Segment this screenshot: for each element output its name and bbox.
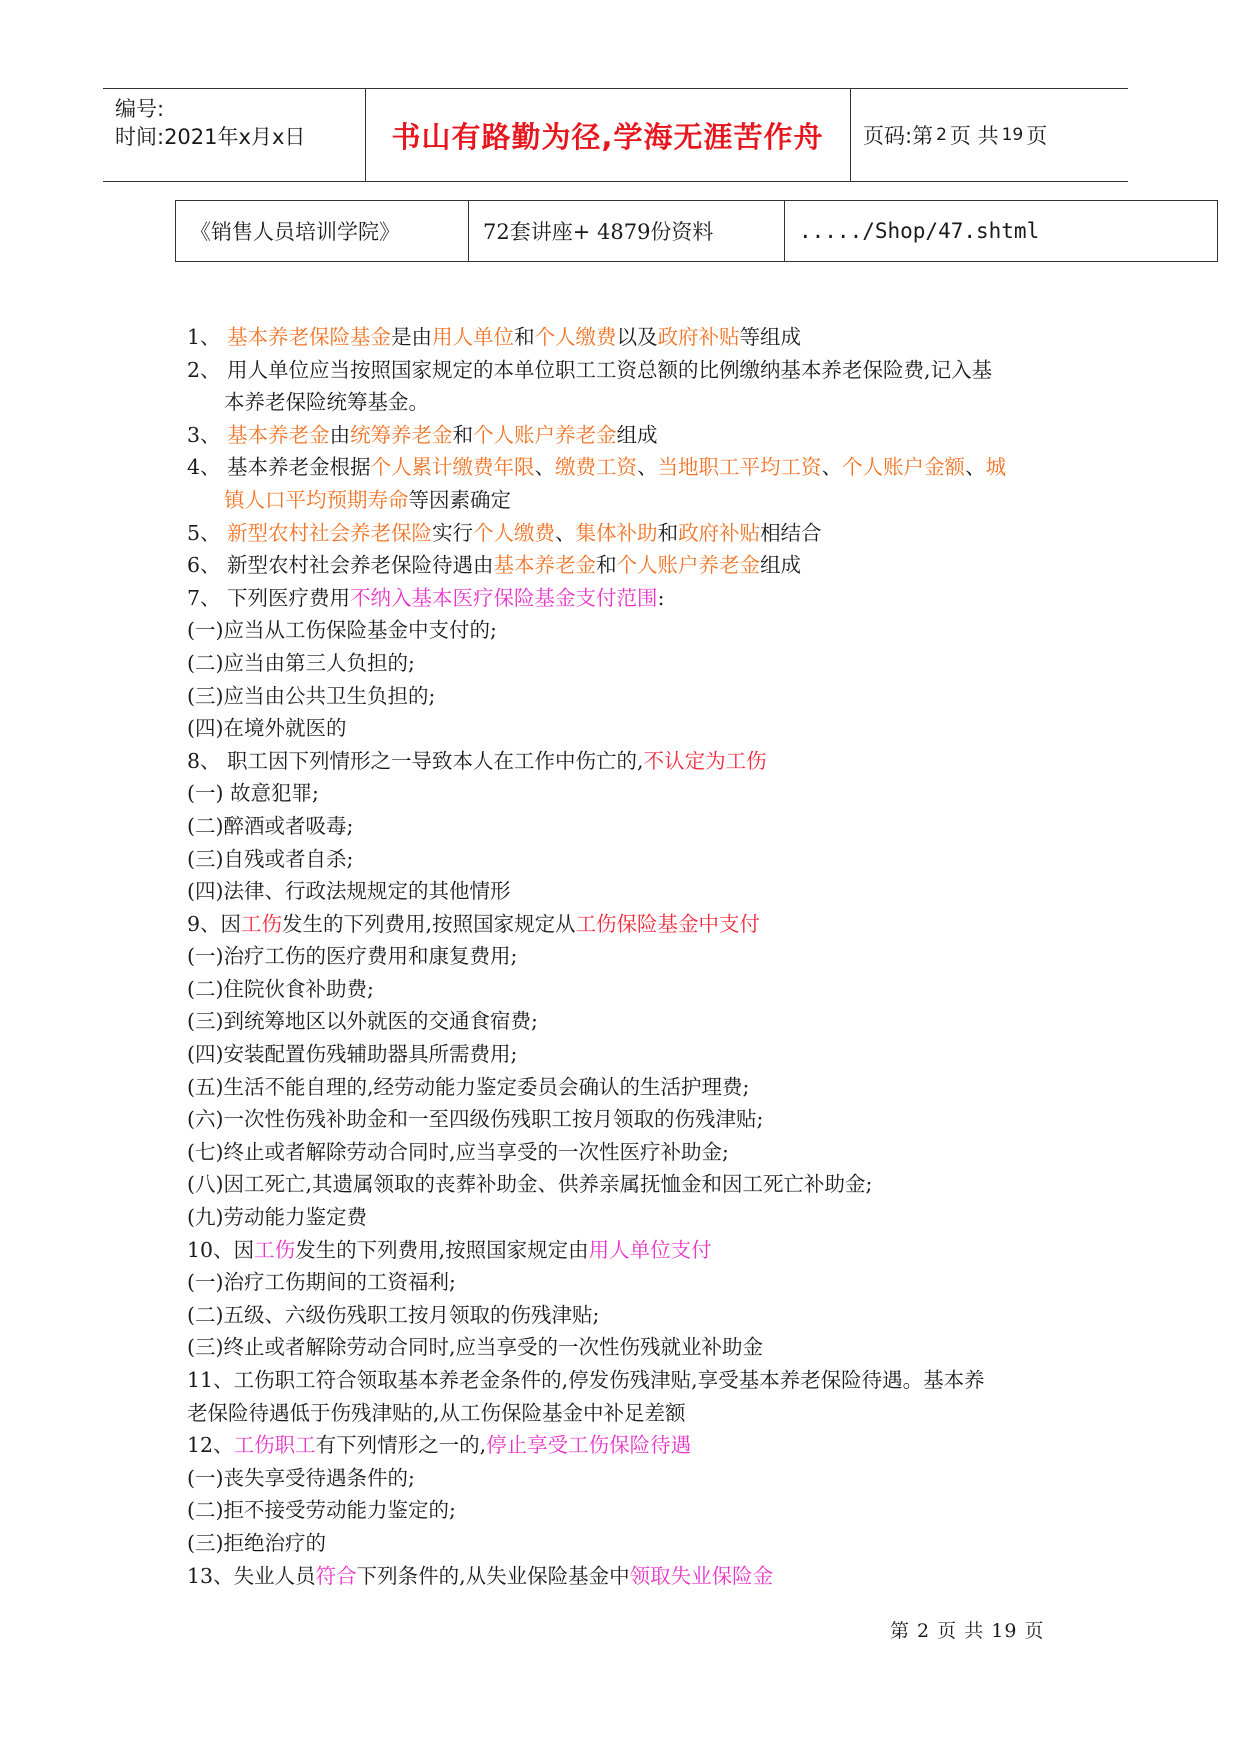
text-segment: (二)五级、六级伤残职工按月领取的伤残津贴;	[187, 1302, 600, 1327]
highlighted-term: 用人单位	[432, 325, 515, 349]
text-line	[187, 1103, 1057, 1136]
text-segment: (七)终止或者解除劳动合同时,应当享受的一次性医疗补助金;	[187, 1139, 729, 1164]
highlighted-term: 个人账户养老金	[473, 422, 617, 447]
text-segment: 和	[657, 520, 679, 545]
text-segment: 3、	[187, 422, 228, 447]
highlighted-term: 当地职工平均工资	[657, 455, 822, 480]
highlighted-term: 基本养老金	[493, 553, 597, 578]
text-segment: (四)法律、行政法规规定的其他情形	[187, 879, 511, 904]
text-segment: (四)在境外就医的	[187, 716, 347, 741]
text-segment: (六)一次性伤残补助金和一至四级伤残职工按月领取的伤残津贴;	[187, 1107, 764, 1132]
text-segment: (一)应当从工伤保险基金中支付的;	[187, 618, 497, 643]
text-segment: (三)应当由公共卫生负担的;	[187, 683, 436, 708]
highlighted-term: 不认定为工伤	[643, 748, 767, 773]
text-line	[187, 1364, 1057, 1397]
text-line	[187, 1560, 1057, 1593]
highlighted-term: 工伤	[241, 911, 283, 936]
highlighted-term: 个人账户养老金	[616, 553, 761, 578]
text-line	[187, 484, 1057, 517]
text-segment: 相结合	[760, 520, 822, 545]
text-segment: (三)拒绝治疗的	[187, 1530, 326, 1555]
info-cell-title: 《销售人员培训学院》	[190, 220, 400, 244]
text-line	[187, 1071, 1057, 1104]
info-table	[175, 200, 1218, 262]
text-line	[187, 1168, 1057, 1201]
text-segment: 有下列情形之一的,	[315, 1433, 487, 1458]
text-segment: (二)应当由第三人负担的;	[187, 650, 415, 675]
text-line	[187, 810, 1057, 843]
header-slogan: 书山有路勤为径,学海无涯苦作舟	[391, 119, 824, 154]
text-line	[187, 712, 1057, 745]
text-line	[187, 973, 1057, 1006]
text-segment: (八)因工死亡,其遗属领取的丧葬补助金、供养亲属抚恤金和因工死亡补助金;	[187, 1172, 873, 1197]
text-line	[187, 321, 1057, 354]
info-cell-count: 72套讲座+ 4879份资料	[468, 201, 784, 261]
text-segment: 、	[821, 455, 843, 480]
text-segment: 、	[637, 455, 658, 480]
header-meta	[115, 95, 305, 151]
text-segment: 10、因	[187, 1237, 255, 1262]
text-line	[187, 1429, 1057, 1462]
highlighted-term: 个人缴费	[473, 520, 556, 545]
text-segment: (一)治疗工伤的医疗费用和康复费用;	[187, 944, 518, 969]
highlighted-term: 个人累计缴费年限	[370, 455, 535, 480]
text-line	[187, 1266, 1057, 1299]
text-line	[187, 1462, 1057, 1495]
text-segment: (三)到统筹地区以外就医的交通食宿费;	[187, 1009, 538, 1034]
text-line	[187, 1397, 1057, 1430]
text-line	[187, 1005, 1057, 1038]
text-segment: 由	[329, 422, 351, 447]
text-line	[187, 1494, 1057, 1527]
text-segment: 和	[514, 325, 535, 349]
text-segment: (九)劳动能力鉴定费	[187, 1205, 367, 1230]
text-line	[187, 745, 1057, 778]
text-segment: 、	[534, 455, 556, 480]
text-segment: 、	[555, 520, 576, 545]
document-body	[187, 321, 1057, 1592]
text-segment: 发生的下列费用,按照国家规定由	[295, 1237, 589, 1262]
text-segment: 等因素确定	[408, 487, 511, 512]
text-segment: (一)丧失享受待遇条件的;	[187, 1465, 415, 1490]
number-label: 编号:	[115, 97, 165, 121]
text-segment: 发生的下列费用,按照国家规定从	[282, 911, 576, 936]
highlighted-term: 基本养老金	[227, 422, 330, 447]
text-line	[187, 777, 1057, 810]
text-line	[187, 517, 1057, 550]
highlighted-term: 不纳入基本医疗保险基金支付范围	[350, 585, 658, 610]
text-segment: 6、 新型农村社会养老保险待遇由	[187, 553, 494, 578]
text-segment: (二)拒不接受劳动能力鉴定的;	[187, 1498, 456, 1523]
text-line	[187, 1038, 1057, 1071]
page-current: 2	[936, 125, 947, 145]
text-segment: 组成	[760, 553, 802, 578]
text-segment: 和	[452, 422, 474, 447]
text-line	[187, 875, 1057, 908]
text-segment: (二)住院伙食补助费;	[187, 976, 374, 1001]
highlighted-term: 新型农村社会养老保险	[227, 520, 433, 545]
text-segment: 是由	[391, 325, 433, 349]
text-line	[187, 419, 1057, 452]
highlighted-term: 集体补助	[575, 520, 658, 545]
highlighted-term: 个人账户金额	[842, 455, 966, 480]
text-line	[187, 354, 1057, 387]
text-line	[187, 451, 1057, 484]
text-segment: 等组成	[739, 325, 802, 349]
text-segment: (三)终止或者解除劳动合同时,应当享受的一次性伤残就业补助金	[187, 1335, 764, 1360]
text-line	[187, 386, 1057, 419]
highlighted-term: 统筹养老金	[350, 422, 453, 447]
text-segment: 7、 下列医疗费用	[187, 585, 351, 610]
highlighted-term: 工伤保险基金中支付	[575, 911, 761, 936]
time-label: 时间:2021年x月x日	[115, 125, 306, 149]
text-segment: 12、	[187, 1433, 234, 1458]
page-header	[103, 88, 1128, 182]
text-line	[187, 843, 1057, 876]
text-segment: (五)生活不能自理的,经劳动能力鉴定委员会确认的生活护理费;	[187, 1074, 750, 1099]
text-line	[187, 1527, 1057, 1560]
highlighted-term: 政府补贴	[678, 520, 761, 545]
header-page-number	[863, 89, 1047, 181]
text-segment: 13、失业人员	[187, 1563, 316, 1588]
text-line	[187, 680, 1057, 713]
page-label-prefix: 页码:第	[863, 124, 934, 148]
text-segment: 本养老保险统筹基金。	[224, 390, 429, 415]
text-segment: (四)安装配置伤残辅助器具所需费用;	[187, 1042, 518, 1067]
text-line	[187, 582, 1057, 615]
text-segment: 组成	[616, 422, 658, 447]
text-line	[187, 1201, 1057, 1234]
highlighted-term: 领取失业保险金	[629, 1563, 774, 1588]
highlighted-term: 基本养老保险基金	[227, 325, 392, 349]
text-segment: 以及	[616, 325, 658, 349]
text-line	[187, 647, 1057, 680]
text-segment: (二)醉酒或者吸毒;	[187, 813, 354, 838]
text-line	[187, 1299, 1057, 1332]
text-segment: 实行	[432, 520, 474, 545]
highlighted-term: 城	[985, 455, 1007, 480]
text-line	[187, 1234, 1057, 1267]
text-line	[187, 908, 1057, 941]
text-segment: 老保险待遇低于伤残津贴的,从工伤保险基金中补足差额	[187, 1400, 686, 1425]
text-segment: 下列条件的,从失业保险基金中	[356, 1563, 630, 1588]
highlighted-term: 政府补贴	[657, 325, 740, 349]
info-cell-link[interactable]: ...../Shop/47.shtml	[784, 201, 1217, 261]
text-segment: 1、	[187, 325, 228, 349]
page-label-suffix: 页	[1026, 124, 1048, 148]
text-segment: 4、 基本养老金根据	[187, 455, 371, 480]
text-segment: :	[657, 585, 665, 610]
highlighted-term: 工伤职工	[233, 1433, 316, 1458]
text-line	[187, 549, 1057, 582]
text-line	[187, 940, 1057, 973]
highlighted-term: 镇人口平均预期寿命	[224, 487, 409, 512]
text-segment: 9、因	[187, 911, 242, 936]
text-segment: (一)治疗工伤期间的工资福利;	[187, 1270, 456, 1295]
page-footer: 第 2 页 共 19 页	[890, 1620, 1045, 1642]
page-total: 19	[1001, 125, 1024, 145]
text-line	[187, 1136, 1057, 1169]
text-segment: (三)自残或者自杀;	[187, 846, 354, 871]
text-line	[187, 614, 1057, 647]
text-segment: 5、	[187, 520, 228, 545]
text-line	[187, 1331, 1057, 1364]
highlighted-term: 停止享受工伤保险待遇	[486, 1433, 692, 1458]
header-divider	[850, 89, 851, 181]
page-label-mid: 页 共	[949, 124, 999, 148]
text-segment: 、	[965, 455, 986, 480]
highlighted-term: 工伤	[254, 1237, 296, 1262]
text-segment: 2、 用人单位应当按照国家规定的本单位职工工资总额的比例缴纳基本养老保险费,记入基	[187, 357, 993, 382]
highlighted-term: 个人缴费	[534, 325, 617, 349]
text-segment: (一) 故意犯罪;	[187, 781, 319, 806]
highlighted-term: 符合	[315, 1563, 357, 1588]
text-segment: 8、 职工因下列情形之一导致本人在工作中伤亡的,	[187, 748, 644, 773]
text-segment: 和	[596, 553, 617, 578]
text-segment: 11、工伤职工符合领取基本养老金条件的,停发伤残津贴,享受基本养老保险待遇。基本养	[187, 1368, 985, 1392]
highlighted-term: 缴费工资	[555, 455, 638, 480]
highlighted-term: 用人单位支付	[588, 1237, 712, 1262]
